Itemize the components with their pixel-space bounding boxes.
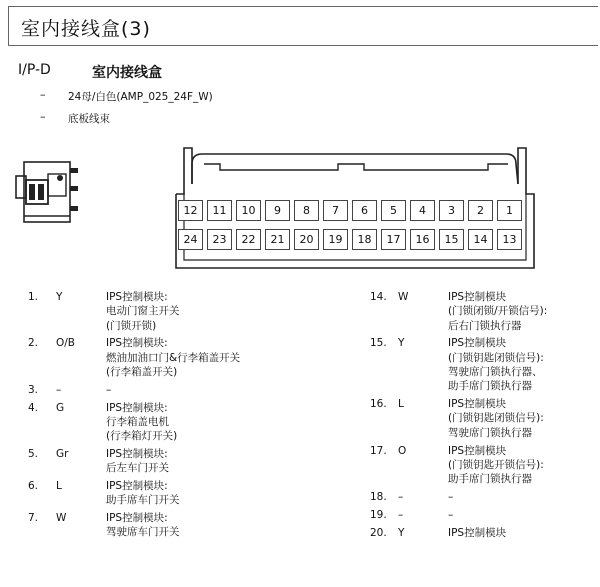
pin-function — [448, 490, 453, 504]
wire-color: W — [56, 512, 67, 525]
pin-function-line: (门锁钥匙闭锁信号): — [448, 412, 544, 425]
pin-cell: 23 — [207, 229, 232, 250]
pin-function — [448, 526, 506, 540]
pin-cell: 13 — [497, 229, 522, 250]
pin-cell: 24 — [178, 229, 203, 250]
pin-cell: 20 — [294, 229, 319, 250]
wire-color: L — [398, 398, 404, 411]
pin-cell: 6 — [352, 200, 377, 221]
pin-number: 7. — [28, 512, 39, 525]
connector-name: 室内接线盒 — [92, 65, 162, 81]
wire-color: G — [56, 401, 65, 414]
pin-function — [106, 290, 180, 333]
section-title-bar — [8, 6, 598, 46]
pin-function-line: 燃油加油口门&行李箱盖开关 — [106, 351, 241, 364]
pin-function-line: (门锁开锁) — [106, 319, 157, 332]
pin-cell: 1 — [497, 200, 522, 221]
pin-function-line: IPS控制模块 — [448, 337, 507, 350]
pin-function-line: IPS控制模块: — [106, 512, 168, 525]
pin-cell: 19 — [323, 229, 348, 250]
pin-cell: 10 — [236, 200, 261, 221]
pin-cell: 11 — [207, 200, 232, 221]
connector-side-view-icon — [14, 156, 84, 228]
pin-function — [448, 397, 544, 440]
pin-function-line: (行李箱盖开关) — [106, 365, 178, 378]
pin-function-line: 行李箱盖电机 — [106, 415, 169, 428]
pin-cell: 22 — [236, 229, 261, 250]
pin-number: 4. — [28, 401, 39, 414]
pin-function-line: IPS控制模块 — [448, 444, 507, 457]
wire-color: Y — [56, 291, 63, 303]
section-title: 室内接线盒(3) — [21, 18, 151, 40]
wire-color: O — [398, 444, 407, 457]
pin-function-line: – — [448, 508, 454, 521]
pin-number: 1. — [28, 291, 39, 303]
pin-cell: 7 — [323, 200, 348, 221]
pin-cell: 8 — [294, 200, 319, 221]
pin-function-line: – — [106, 383, 112, 396]
pin-function — [106, 383, 111, 397]
pin-function — [106, 336, 240, 379]
pin-function-line: IPS控制模块: — [106, 480, 168, 493]
pin-number: 19. — [370, 508, 387, 521]
harness-dash: – — [40, 110, 46, 123]
pin-function-line: (门锁闭锁/开锁信号): — [448, 305, 548, 318]
pin-function-line: 驾驶席车门开关 — [106, 526, 180, 539]
connector-code: I/P-D — [18, 62, 51, 78]
pin-function-line: (行李箱灯开关) — [106, 430, 178, 443]
pin-function-line: (门锁钥匙开锁信号): — [448, 458, 544, 471]
pin-cell: 16 — [410, 229, 435, 250]
pin-cell: 2 — [468, 200, 493, 221]
pin-function-line: 助手席车门开关 — [106, 494, 180, 507]
pin-function-line: IPS控制模块 — [448, 526, 507, 539]
pin-function-line: 助手席门锁执行器 — [448, 380, 532, 393]
pin-function-line: 助手席门锁执行器 — [448, 473, 532, 486]
pin-number: 3. — [28, 383, 39, 396]
pin-number: 6. — [28, 480, 39, 493]
pin-cell: 3 — [439, 200, 464, 221]
pin-function — [448, 336, 544, 393]
pin-function — [106, 511, 180, 540]
pin-function — [448, 444, 544, 487]
pin-function-line: IPS控制模块: — [106, 448, 168, 460]
pin-number: 16. — [370, 398, 387, 411]
pin-function — [106, 401, 177, 444]
wire-color: – — [398, 508, 404, 521]
pin-function-line: IPS控制模块: — [106, 337, 168, 350]
pin-number: 18. — [370, 490, 387, 503]
pin-function-line: 后左车门开关 — [106, 462, 169, 475]
wire-color: O/B — [56, 337, 76, 350]
pin-function — [106, 479, 180, 508]
pin-function — [106, 447, 169, 476]
pin-cell: 5 — [381, 200, 406, 221]
pin-function-line: IPS控制模块 — [448, 291, 507, 303]
pin-number: 20. — [370, 526, 387, 539]
pin-function — [448, 290, 547, 333]
pin-function-line: IPS控制模块 — [448, 398, 507, 411]
wire-color: Gr — [56, 448, 69, 460]
pin-cell: 15 — [439, 229, 464, 250]
pin-cell: 12 — [178, 200, 203, 221]
wire-color: Y — [398, 526, 405, 539]
pin-cell: 21 — [265, 229, 290, 250]
pin-function-line: IPS控制模块: — [106, 291, 168, 303]
pin-cell: 9 — [265, 200, 290, 221]
pin-cell: 17 — [381, 229, 406, 250]
connector-spec: 24母/白色(AMP_025_24F_W) — [68, 91, 213, 103]
pin-number: 5. — [28, 448, 39, 460]
pin-function-line: 驾驶席门锁执行器 — [448, 426, 532, 439]
pin-number: 14. — [370, 291, 387, 303]
pin-number: 15. — [370, 337, 387, 350]
spec-dash: – — [40, 88, 46, 101]
wire-color: L — [56, 480, 62, 493]
pin-number: 2. — [28, 337, 39, 350]
pin-function-line: – — [448, 490, 454, 503]
pin-function-line: IPS控制模块: — [106, 401, 168, 414]
pin-cell: 18 — [352, 229, 377, 250]
pin-function — [448, 508, 453, 522]
wire-color: – — [398, 490, 404, 503]
connector-harness: 底板线束 — [68, 113, 110, 125]
pin-cell: 4 — [410, 200, 435, 221]
pin-function-line: 电动门窗主开关 — [106, 305, 180, 318]
pin-function-line: 后右门锁执行器 — [448, 319, 522, 332]
wire-color: W — [398, 291, 409, 303]
wire-color: Y — [398, 337, 405, 350]
pin-function-line: 驾驶席门锁执行器、 — [448, 365, 543, 378]
pin-function-line: (门锁钥匙闭锁信号): — [448, 351, 544, 364]
wire-color: – — [56, 383, 62, 396]
pin-cell: 14 — [468, 229, 493, 250]
pin-number: 17. — [370, 444, 387, 457]
